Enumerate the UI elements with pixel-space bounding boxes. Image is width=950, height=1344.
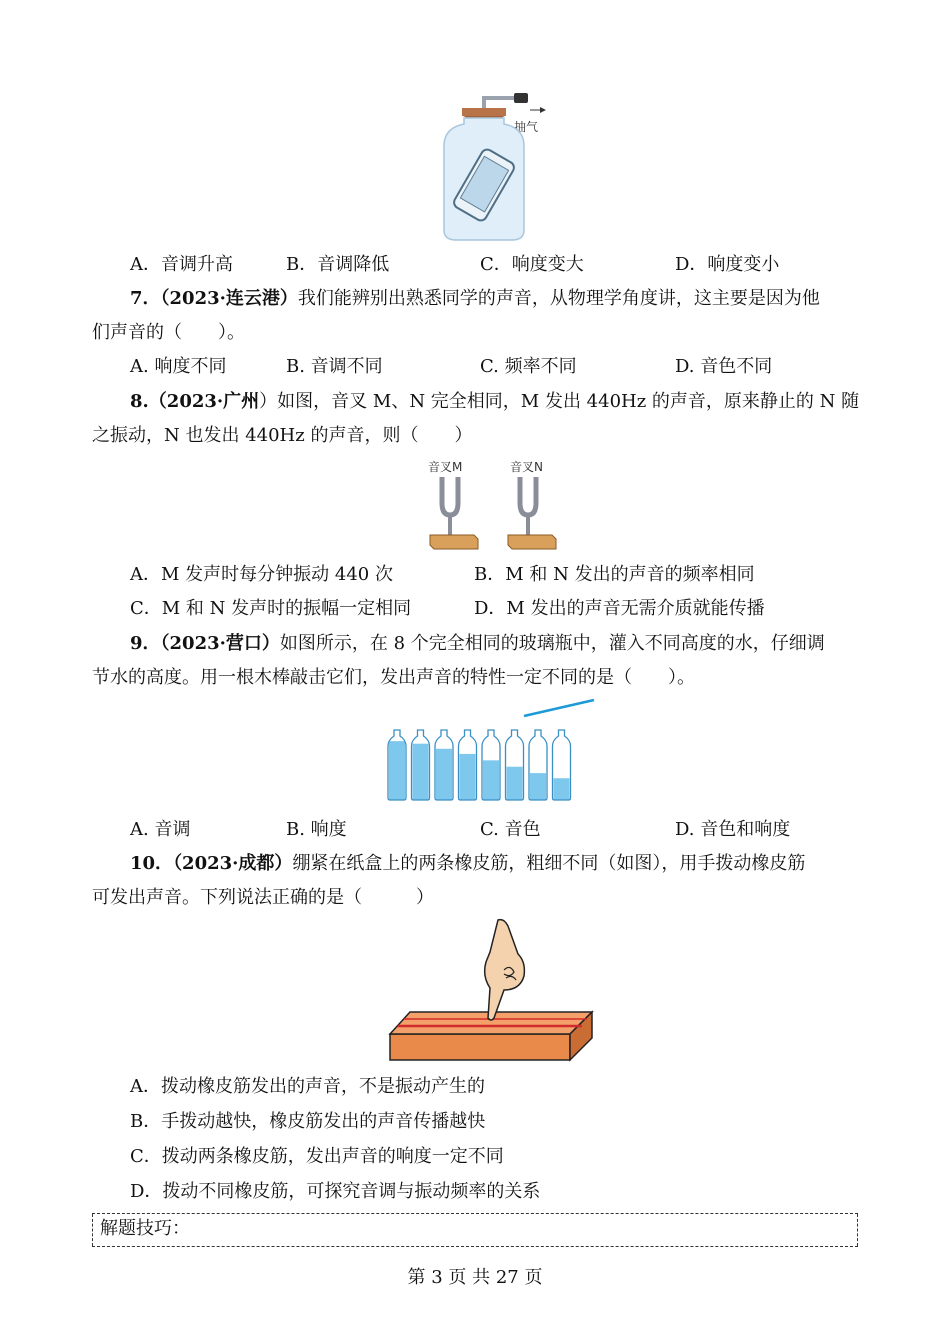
q7-option-c: C. 频率不同	[480, 356, 577, 377]
q9-source: （2023·营口）	[160, 633, 280, 654]
q8-option-a: A．M 发声时每分钟振动 440 次	[130, 564, 393, 585]
q8-stem-line1	[130, 390, 859, 414]
q9-option-a: A. 音调	[130, 819, 191, 840]
q8-stem-line2: 之振动，N 也发出 440Hz 的声音，则（ ）	[92, 425, 473, 446]
q7-stem-line1	[130, 287, 820, 311]
q8-option-b: B．M 和 N 发出的声音的频率相同	[474, 564, 755, 585]
q9-option-b: B. 响度	[286, 819, 347, 840]
q10-option-c: C．拨动两条橡皮筋，发出声音的响度一定不同	[130, 1146, 504, 1167]
q6-option-c: C．响度变大	[480, 254, 584, 275]
q7-option-d: D. 音色不同	[675, 356, 773, 377]
q7-source: （2023·连云港）	[160, 288, 298, 309]
q7-text: 我们能辨别出熟悉同学的声音，从物理学角度讲，这主要是因为他	[297, 288, 820, 309]
q6-option-a: A．音调升高	[130, 254, 233, 275]
fork-n-label: 音叉N	[510, 460, 543, 474]
q10-option-b: B．手拨动越快，橡皮筋发出的声音传播越快	[130, 1111, 486, 1132]
q8-number: 8.	[130, 391, 149, 412]
bottle-1	[388, 730, 406, 800]
q10-number: 10．	[130, 853, 174, 874]
q6-option-d: D．响度变小	[675, 254, 780, 275]
q10-source: （2023·成都）	[173, 853, 293, 874]
q8-text: ）如图，音叉 M、N 完全相同，M 发出 440Hz 的声音，原来静止的 N 随	[259, 391, 860, 412]
q7-option-a: A. 响度不同	[130, 356, 227, 377]
q10-option-a: A．拨动橡皮筋发出的声音，不是振动产生的	[130, 1076, 485, 1097]
q8-option-c: C．M 和 N 发声时的振幅一定相同	[130, 598, 412, 619]
q9-stem-line2: 节水的高度。用一根木棒敲击它们，发出声音的特性一定不同的是（ ）。	[92, 667, 695, 688]
q10-option-d: D．拨动不同橡皮筋，可探究音调与振动频率的关系	[130, 1181, 541, 1202]
q6-option-b: B．音调降低	[286, 254, 390, 275]
q10-text: 绷紧在纸盒上的两条橡皮筋，粗细不同（如图），用手拨动橡皮筋	[292, 853, 806, 874]
q10-stem-line1	[130, 852, 805, 876]
bottle-2	[412, 730, 430, 800]
bottle-8	[553, 730, 571, 800]
bottle-6	[506, 730, 524, 800]
bottle-4	[459, 730, 477, 800]
q8-option-d: D．M 发出的声音无需介质就能传播	[474, 598, 765, 619]
bottle-5	[482, 730, 500, 800]
q7-number: 7．	[130, 288, 161, 309]
q7-option-b: B. 音调不同	[286, 356, 383, 377]
q9-number: 9．	[130, 633, 161, 654]
rubber-band-box-figure	[386, 918, 600, 1064]
wooden-stick	[524, 700, 594, 716]
q7-stem-line2: 们声音的（ ）。	[92, 322, 245, 343]
tuning-forks-figure	[422, 455, 562, 555]
q8-source: （2023·广州	[148, 391, 260, 412]
bell-jar-figure	[436, 90, 556, 242]
solving-tips-label: 解题技巧：	[100, 1218, 190, 1239]
bottle-7	[529, 730, 547, 800]
q10-stem-line2: 可发出声音。下列说法正确的是（ ）	[92, 887, 434, 908]
q9-option-c: C. 音色	[480, 819, 541, 840]
bottle-3	[435, 730, 453, 800]
q9-text: 如图所示，在 8 个完全相同的玻璃瓶中，灌入不同高度的水，仔细调	[279, 633, 825, 654]
solving-tips-box	[92, 1213, 858, 1247]
water-bottles-figure	[384, 696, 604, 804]
page-footer: 第 3 页 共 27 页	[407, 1267, 543, 1288]
pump-label: 抽气	[514, 120, 539, 134]
q9-option-d: D. 音色和响度	[675, 819, 791, 840]
fork-m-label: 音叉M	[428, 460, 463, 474]
q9-stem-line1	[130, 632, 825, 656]
